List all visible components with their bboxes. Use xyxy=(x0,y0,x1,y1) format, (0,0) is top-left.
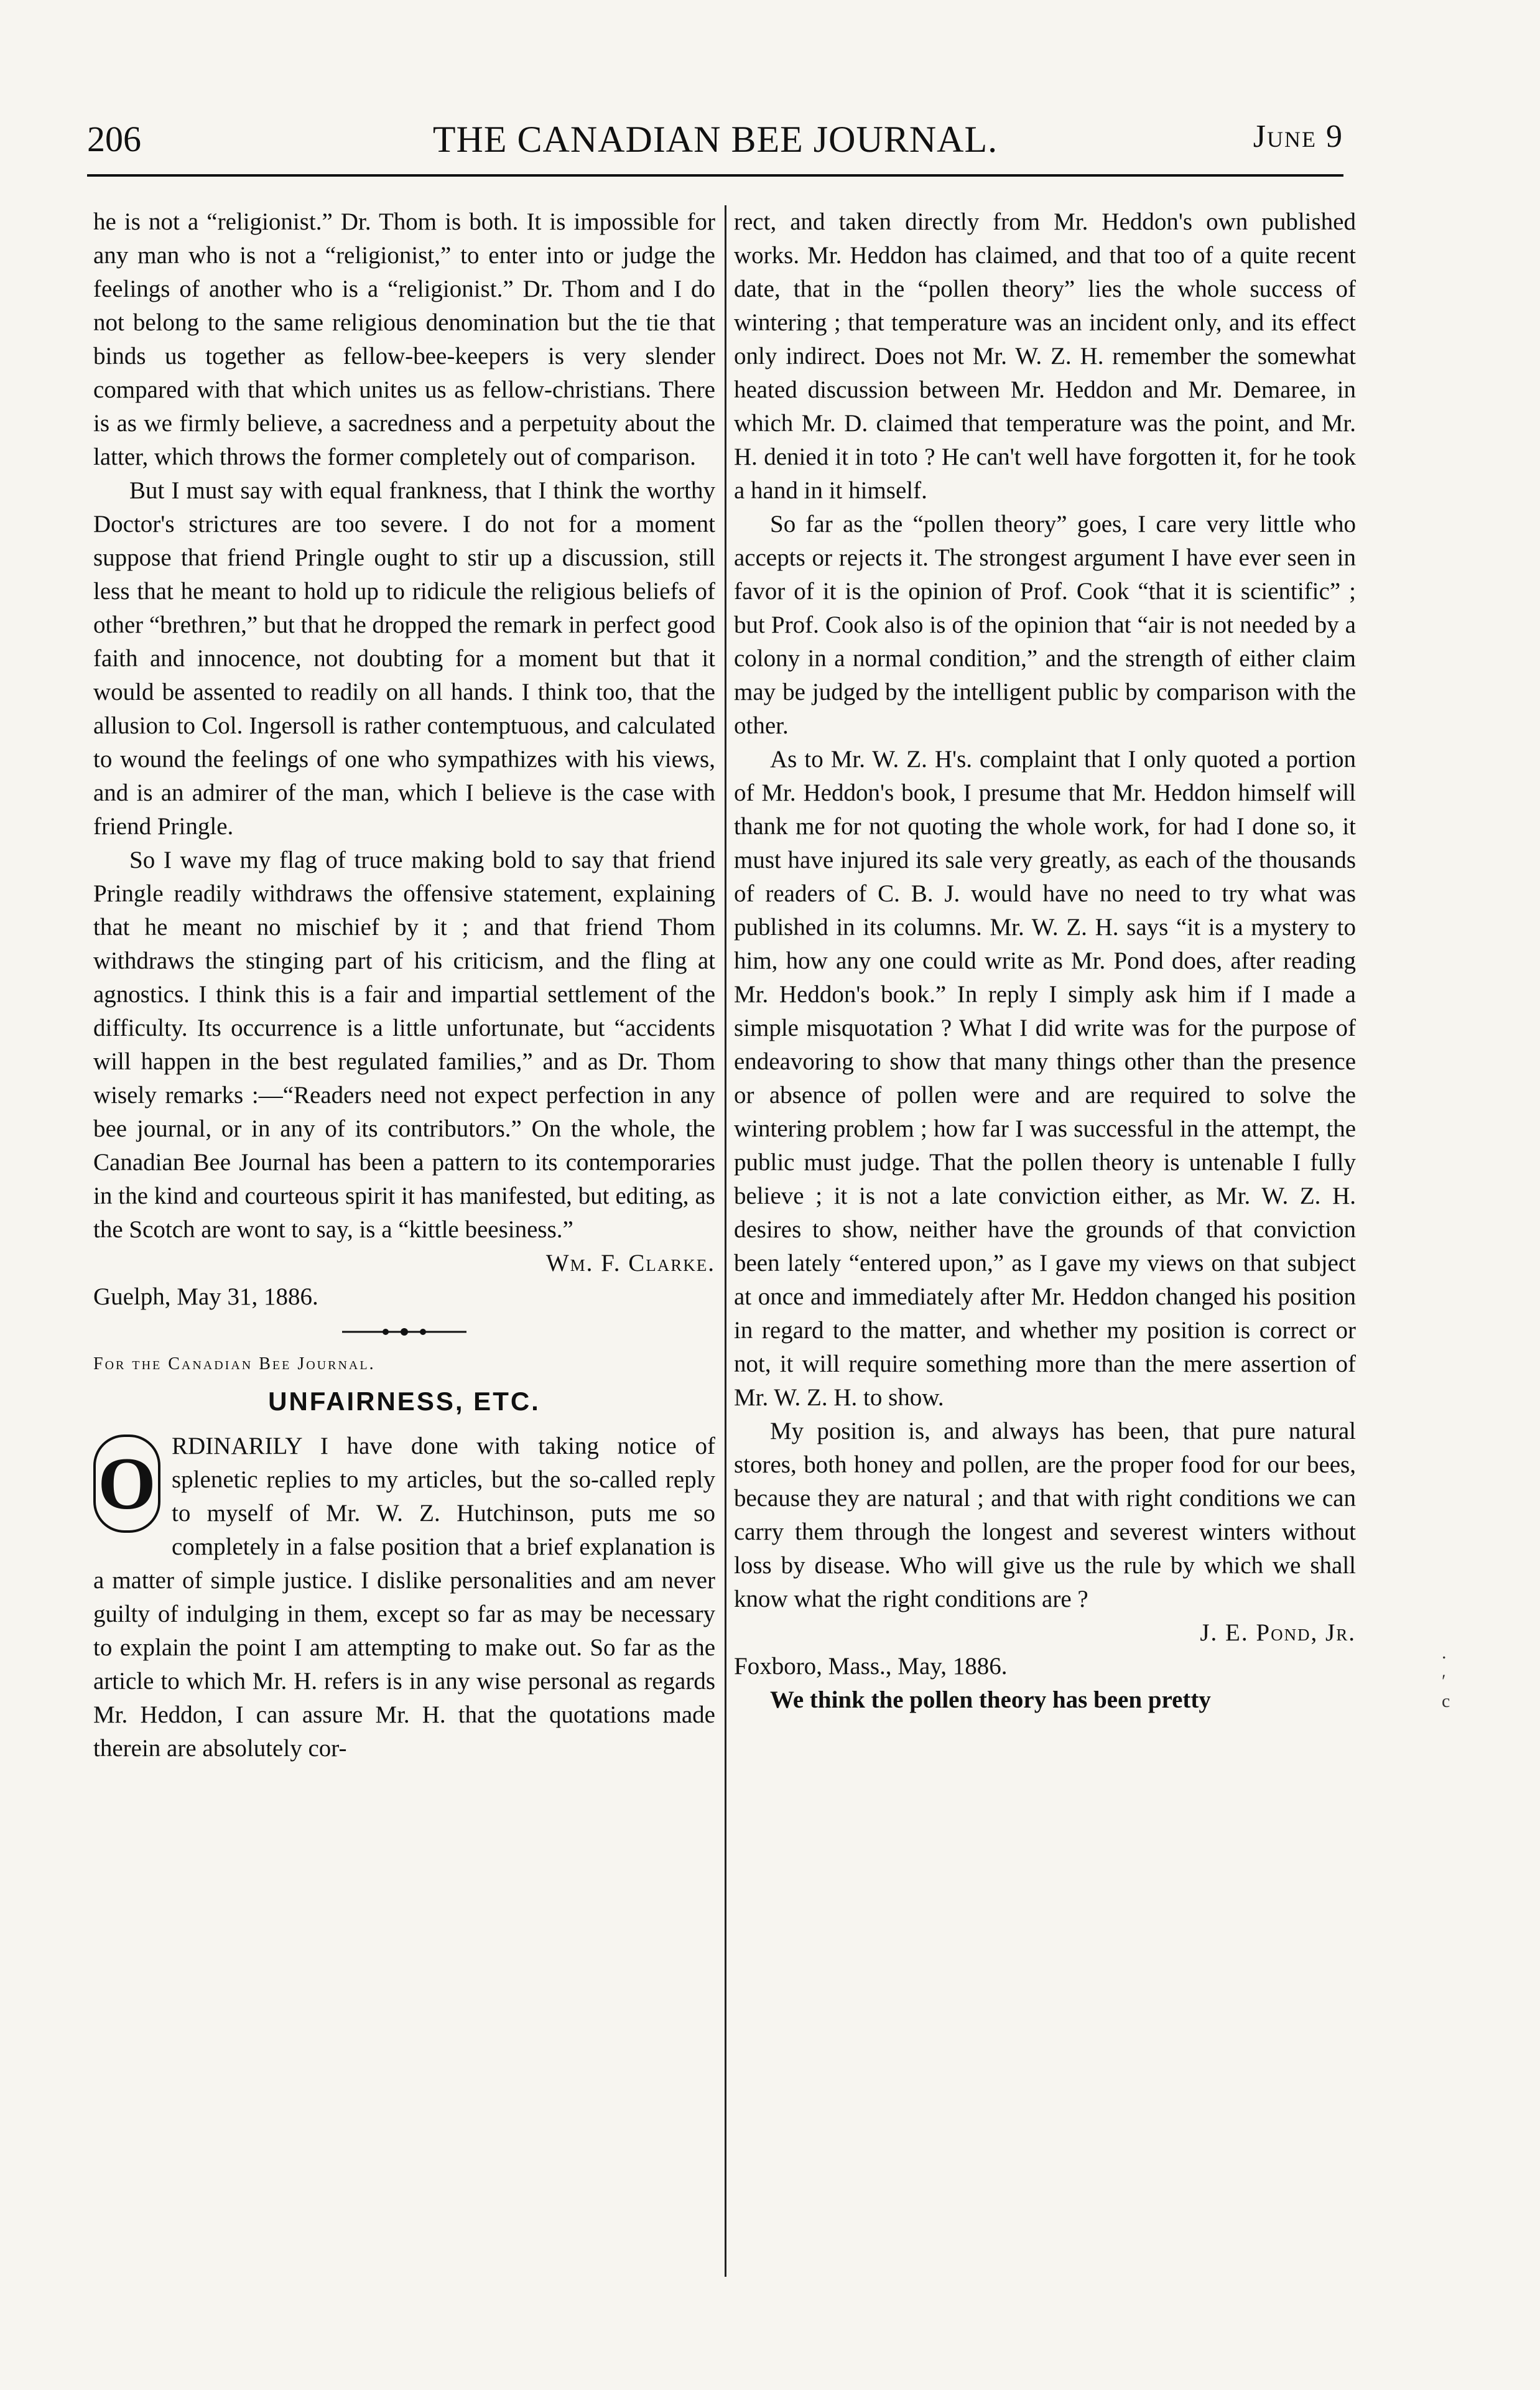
margin-mark-3: c xyxy=(1442,1691,1450,1711)
right-paragraph-2: So far as the “pollen theory” goes, I care very little who accepts or rejects it. The strongest argument I have ever seen in favor of it is the opinion of Prof. Cook “that it is scientific” ; but Prof. Cook also is of the opinion that “air is not needed by a colony in a normal condition,” and the strength of either claim may be judged by the intelligent public by comparison with the other. xyxy=(734,511,1356,739)
right-paragraph-1: rect, and taken directly from Mr. Heddon's own published works. Mr. Heddon has claimed, and that too of a quite recent date, that in the “pollen theory” lies the whole success of wintering ; that temperature was an incident only, and its effect only indirect. Does not Mr. W. Z. H. remember the somewhat heated discussion between Mr. Heddon and Mr. Demaree, in which Mr. D. claimed that temperature was the point, and Mr. H. denied it in toto ? He can't well have forgotten it, for he took a hand in it himself. xyxy=(734,208,1356,504)
left-paragraph-2: But I must say with equal frankness, that I think the worthy Doctor's strictures are too severe. I do not for a moment suppose that friend Pringle ought to stir up a discussion, still less that he meant to hold up to ridicule the religious beliefs of other “brethren,” but that he dropped the remark in perfect good faith and innocence, not doubting for a moment but that it would be assented to readily on all hands. I think too, that the allusion to Col. Ingersoll is rather contemptuous, and calculated to wound the feelings of one who sympathizes with his views, and is an admirer of the man, which I believe is the case with friend Pringle. xyxy=(93,477,715,840)
column-divider xyxy=(725,205,726,2277)
clarke-signature: Wm. F. Clarke. xyxy=(545,1250,715,1276)
article-credit: For the Canadian Bee Journal. xyxy=(93,1354,376,1374)
page-number: 206 xyxy=(87,119,141,159)
clarke-place-date: Guelph, May 31, 1886. xyxy=(93,1283,318,1310)
article-opening xyxy=(93,1430,715,1765)
article-title: UNFAIRNESS, ETC. xyxy=(268,1387,540,1416)
left-paragraph-1: he is not a “religionist.” Dr. Thom is both. It is impossible for any man who is not a “religionist,” to enter into or judge the feelings of another who is a “religionist.” Dr. Thom and I do not belong to the same religious denomination but the tie that binds us together as fellow-bee-keepers is very slender compared with that which unites us as fellow-christians. There is as we firmly believe, a sacredness and a perpetuity about the latter, which throws the former completely out of comparison. xyxy=(93,208,715,470)
right-paragraph-4: My position is, and always has been, that pure natural stores, both honey and pollen, are the proper food for our bees, because they are natural ; and that with right conditions we can carry them through the longest and severest winters without loss by disease. Who will give us the rule by which we shall know what the right conditions are ? xyxy=(734,1418,1356,1612)
right-paragraph-3: As to Mr. W. Z. H's. complaint that I only quoted a portion of Mr. Heddon's book, I presume that Mr. Heddon himself will thank me for not quoting the whole work, for had I done so, it must have injured its sale very greatly, as each of the thousands of readers of C. B. J. would have no need to try what was published in its columns. Mr. W. Z. H. says “it is a mystery to him, how any one could write as Mr. Pond does, after reading Mr. Heddon's book.” In reply I simply ask him if I made a simple misquotation ? What I did write was for the purpose of endeavoring to show that many things other than the presence or absence of pollen were and are required to solve the wintering problem ; how far I was successful in the attempt, the public must judge. That the pollen theory is untenable I fully believe ; it is not a late conviction either, as Mr. W. Z. H. desires to show, neither have the grounds of that conviction been lately “entered upon,” as I gave my views on that subject at once and immediately after Mr. Heddon changed his position in regard to the matter, and whether my position is correct or not, it will require something more than the mere assertion of Mr. W. Z. H. to show. xyxy=(734,746,1356,1411)
margin-mark-1: . xyxy=(1442,1642,1447,1663)
margin-mark-2: ′ xyxy=(1442,1671,1446,1691)
pond-place-date: Foxboro, Mass., May, 1886. xyxy=(734,1653,1008,1680)
drop-cap-letter: O xyxy=(93,1434,160,1533)
left-column xyxy=(93,205,715,1765)
editor-note: We think the pollen theory has been pretty xyxy=(770,1686,1211,1713)
journal-title: THE CANADIAN BEE JOURNAL. xyxy=(432,119,998,160)
ornament-rule-icon xyxy=(342,1328,466,1336)
left-paragraph-4: RDINARILY I have done with taking notice of splenetic replies to my articles, but the so-called reply to myself of Mr. W. Z. Hutchinson, puts me so completely in a false position that a brief explanation is a matter of simple justice. I dislike personalities and am never guilty of indulging in them, except so far as may be necessary to explain the point I am attempting to make out. So far as the article to which Mr. H. refers is in any wise personal as regards Mr. Heddon, I can assure Mr. H. that the quotations made therein are absolutely cor- xyxy=(93,1433,715,1762)
pond-signature: J. E. Pond, Jr. xyxy=(1200,1619,1356,1646)
right-column xyxy=(734,205,1356,1717)
left-paragraph-3: So I wave my flag of truce making bold to say that friend Pringle readily withdraws the offensive statement, explaining that he meant no mischief by it ; and that friend Thom withdraws the stinging part of his criticism, and the fling at agnostics. I think this is a fair and impartial settlement of the difficulty. Its occurrence is a little unfortunate, but “accidents will happen in the best regulated families,” and as Dr. Thom wisely remarks :—“Readers need not expect perfection in any bee journal, or in any of its contributors.” On the whole, the Canadian Bee Journal has been a pattern to its contemporaries in the kind and courteous spirit it has manifested, but editing, as the Scotch are wont to say, is a “kittle beesiness.” xyxy=(93,847,715,1243)
issue-date: June 9 xyxy=(1253,119,1343,154)
page-header xyxy=(87,118,1343,177)
